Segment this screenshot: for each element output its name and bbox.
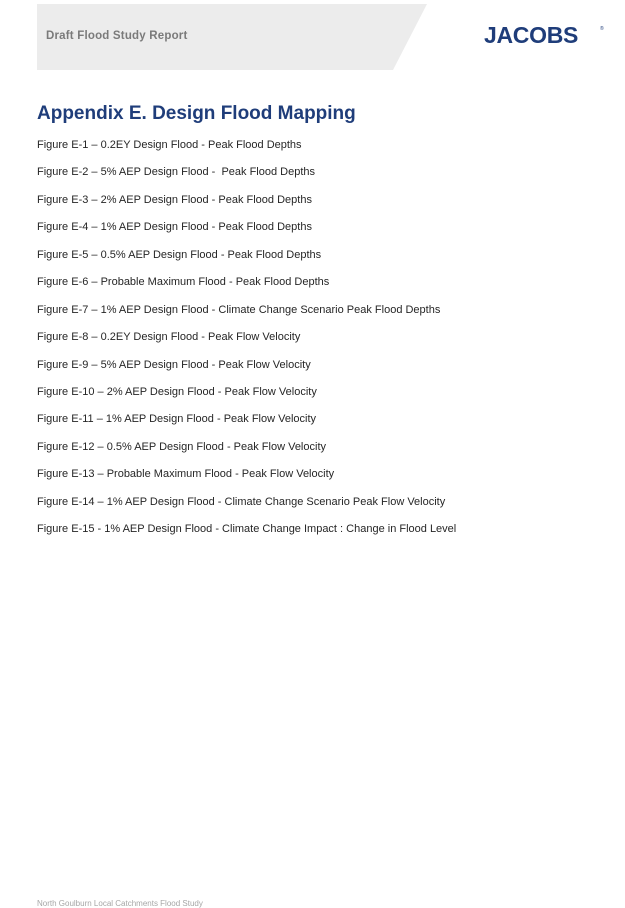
footer-text: North Goulburn Local Catchments Flood Study <box>37 899 203 908</box>
figure-list-item: Figure E-2 – 5% AEP Design Flood - Peak Flood Depths <box>37 166 315 179</box>
page-heading: Appendix E. Design Flood Mapping <box>37 103 356 124</box>
figure-list-item: Figure E-10 – 2% AEP Design Flood - Peak Flow Velocity <box>37 385 317 398</box>
figure-list-item: Figure E-8 – 0.2EY Design Flood - Peak Flow Velocity <box>37 331 301 344</box>
figure-list-item: Figure E-6 – Probable Maximum Flood - Peak Flood Depths <box>37 276 330 289</box>
figure-list-item: Figure E-1 – 0.2EY Design Flood - Peak Flood Depths <box>37 139 302 151</box>
figure-list-item: Figure E-7 – 1% AEP Design Flood - Climate Change Scenario Peak Flood Depths <box>37 303 441 316</box>
figure-list-item: Figure E-13 – Probable Maximum Flood - Peak Flow Velocity <box>37 468 335 481</box>
figure-list-item: Figure E-4 – 1% AEP Design Flood - Peak Flood Depths <box>37 221 312 234</box>
figure-list <box>37 137 456 549</box>
figure-list-item: Figure E-11 – 1% AEP Design Flood - Peak Flow Velocity <box>37 413 317 426</box>
figure-list-item: Figure E-5 – 0.5% AEP Design Flood - Peak Flood Depths <box>37 248 322 261</box>
figure-list-item: Figure E-3 – 2% AEP Design Flood - Peak Flood Depths <box>37 193 312 206</box>
report-title: Draft Flood Study Report <box>46 30 188 42</box>
figure-list-item: Figure E-15 - 1% AEP Design Flood - Climate Change Impact : Change in Flood Level <box>37 523 457 536</box>
registered-mark: ® <box>600 26 604 32</box>
figure-list-item: Figure E-14 – 1% AEP Design Flood - Climate Change Scenario Peak Flow Velocity <box>37 495 446 508</box>
figure-list-item: Figure E-9 – 5% AEP Design Flood - Peak Flow Velocity <box>37 358 311 371</box>
figure-list-item: Figure E-12 – 0.5% AEP Design Flood - Peak Flow Velocity <box>37 440 326 453</box>
jacobs-logo: JACOBS <box>484 22 579 48</box>
